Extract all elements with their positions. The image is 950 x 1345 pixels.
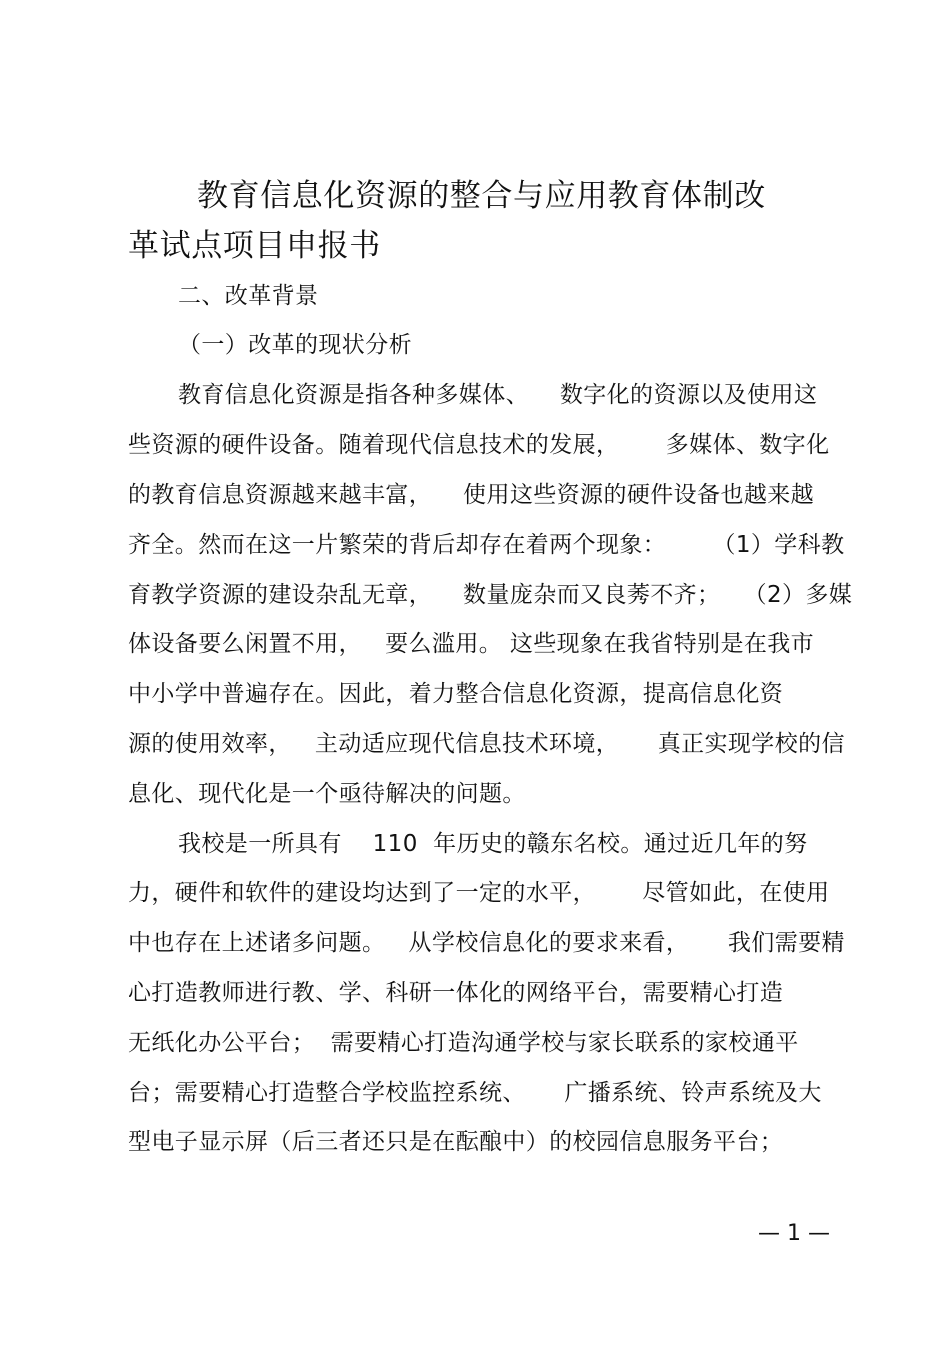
paragraph-1-line: 教育信息化资源是指各种多媒体、 数字化的资源以及使用这	[178, 382, 818, 408]
paragraph-2-line: 台；需要精心打造整合学校监控系统、 广播系统、铃声系统及大	[128, 1080, 822, 1106]
document-title-line-1: 教育信息化资源的整合与应用教育体制改	[197, 178, 766, 214]
paragraph-2-line: 力，硬件和软件的建设均达到了一定的水平， 尽管如此，在使用	[128, 880, 830, 906]
document-title-line-2: 革试点项目申报书	[128, 228, 381, 264]
paragraph-1-line: 源的使用效率， 主动适应现代信息技术环境， 真正实现学校的信	[128, 731, 845, 757]
paragraph-2-line: 我校是一所具有 110 年历史的赣东名校。通过近几年的努	[178, 831, 808, 857]
paragraph-1-line: 的教育信息资源越来越丰富， 使用这些资源的硬件设备也越来越	[128, 482, 815, 508]
paragraph-1-line: 齐全。然而在这一片繁荣的背后却存在着两个现象： （1）学科教	[128, 532, 845, 558]
paragraph-2-line: 无纸化办公平台； 需要精心打造沟通学校与家长联系的家校通平	[128, 1030, 799, 1056]
paragraph-1-line: 息化、现代化是一个亟待解决的问题。	[128, 781, 526, 807]
paragraph-1-line: 育教学资源的建设杂乱无章， 数量庞杂而又良莠不齐； （2）多媒	[128, 582, 853, 608]
paragraph-2-line: 中也存在上述诸多问题。 从学校信息化的要求来看， 我们需要精	[128, 930, 845, 956]
section-heading: 二、改革背景	[178, 283, 319, 309]
paragraph-1-line: 些资源的硬件设备。随着现代信息技术的发展， 多媒体、数字化	[128, 432, 830, 458]
page-number: — 1 —	[758, 1221, 830, 1246]
paragraph-2-line: 型电子显示屏（后三者还只是在酝酿中）的校园信息服务平台；	[128, 1129, 784, 1155]
paragraph-2-line: 心打造教师进行教、学、科研一体化的网络平台，需要精心打造	[128, 980, 784, 1006]
paragraph-1-line: 体设备要么闲置不用， 要么滥用。 这些现象在我省特别是在我市	[128, 631, 815, 657]
subsection-heading: （一）改革的现状分析	[178, 332, 412, 358]
paragraph-1-line: 中小学中普遍存在。因此，着力整合信息化资源，提高信息化资	[128, 681, 784, 707]
